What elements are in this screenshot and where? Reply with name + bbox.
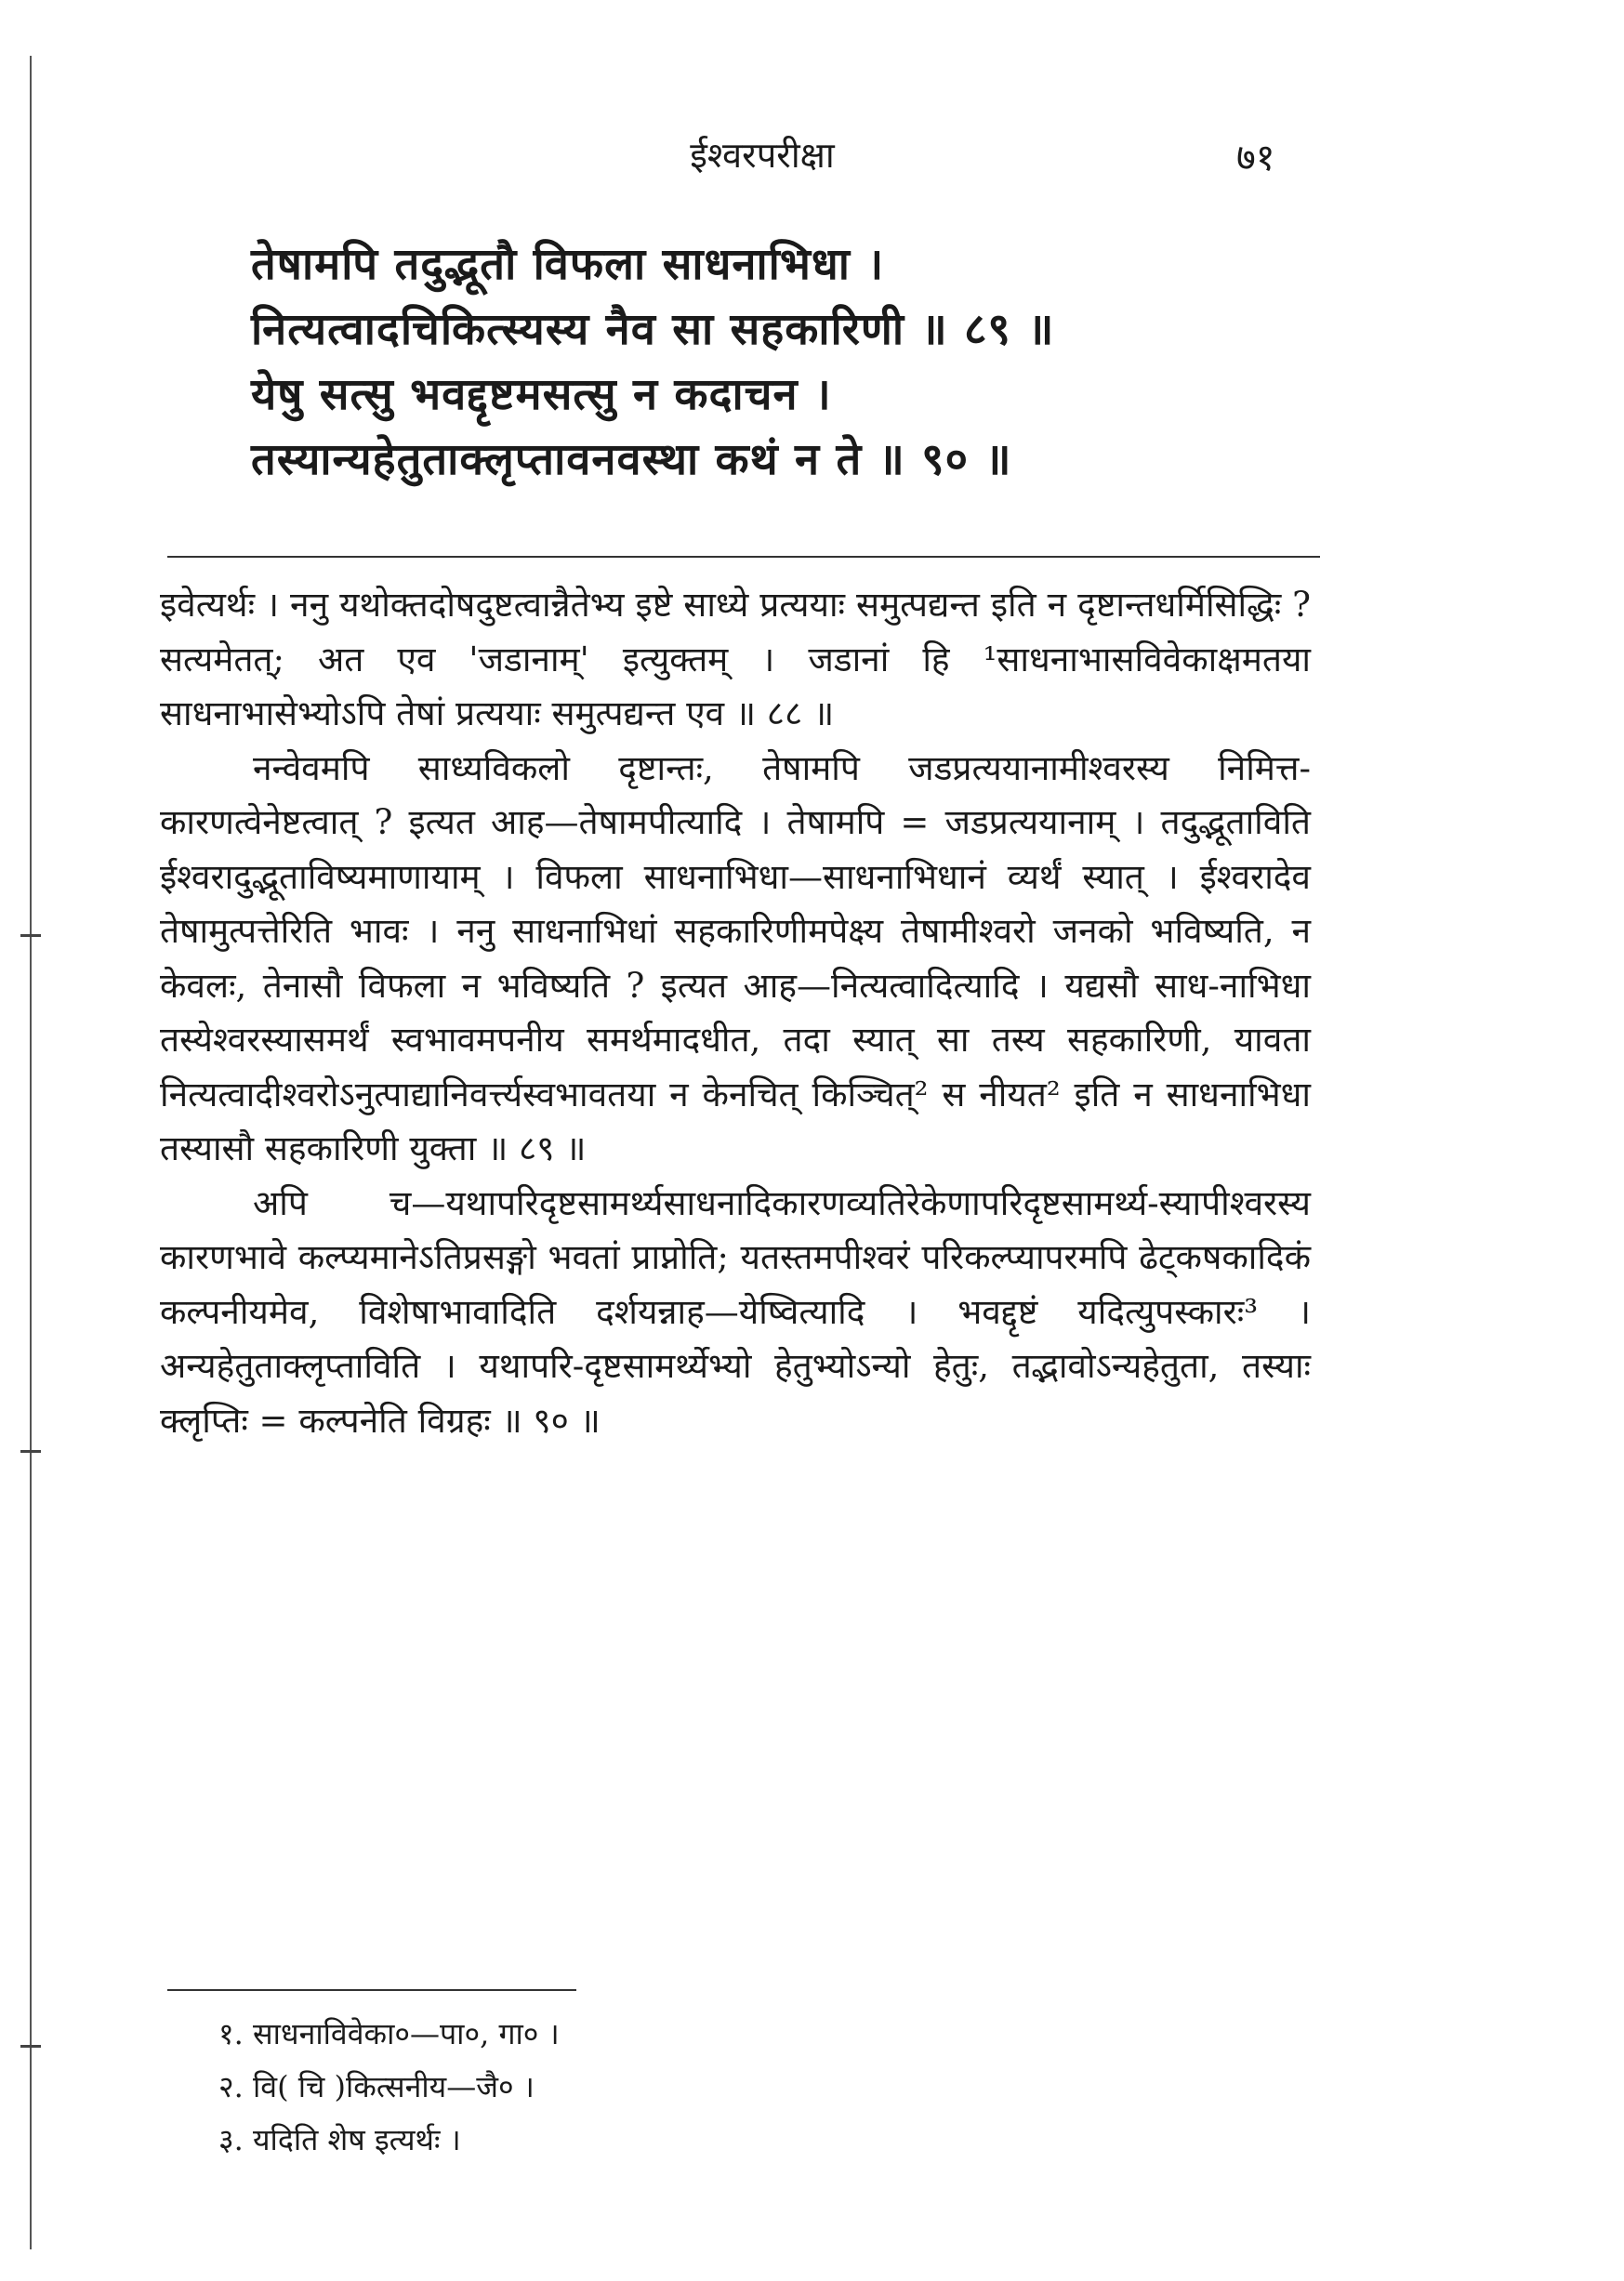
- page-number: ७१: [1236, 137, 1275, 179]
- binding-edge-mark: [20, 2045, 41, 2048]
- binding-edge-mark: [20, 1450, 41, 1453]
- running-title: ईश्वरपरीक्षा: [690, 135, 835, 176]
- binding-edge-line: [30, 56, 32, 2249]
- commentary-paragraph: अपि च—यथापरिदृष्टसामर्थ्यसाधनादिकारणव्यतिरेकेणापरिदृष्टसामर्थ्य-स्यापीश्वरस्य कारणभावे कल्प्यमानेऽतिप्रसङ्गो भवतां प्राप्नोति; यतस्तमपीश्वरं परिकल्प्यापरमपि ढेट्कषकादिकं कल्पनीयमेव, विशेषाभावादिति दर्शयन्नाह—येष्वित्यादि । भवद्दृष्टं यदित्युपस्कारः³ । अन्यहेतुताक्लृप्ताविति । यथापरि-दृष्टसामर्थ्येभ्यो हेतुभ्योऽन्यो हेतुः, तद्भावोऽन्यहेतुता, तस्याः क्लृप्तिः = कल्पनेति विग्रहः ॥ ९० ॥: [160, 1182, 1311, 1441]
- footnote: १. साधनाविवेका०—पा०, गा० ।: [218, 2016, 560, 2051]
- footnote: ३. यदिति शेष इत्यर्थः ।: [218, 2122, 461, 2157]
- verse-block: [251, 232, 1301, 493]
- binding-edge-mark: [20, 934, 41, 937]
- commentary-paragraph: इवेत्यर्थः । ननु यथोक्तदोषदुष्टत्वान्नैतेभ्य इष्टे साध्ये प्रत्ययाः समुत्पद्यन्त इति न दृष्टान्तधर्मिसिद्धिः ? सत्यमेतत्; अत एव 'जडानाम्' इत्युक्तम् । जडानां हि ¹साधनाभासविवेकाक्षमतया साधनाभासेभ्योऽपि तेषां प्रत्ययाः समुत्पद्यन्त एव ॥ ८८ ॥: [160, 585, 1311, 733]
- footnotes: [218, 2008, 962, 2167]
- footnote-separator-rule: [167, 1989, 576, 1991]
- verse-line: येषु सत्सु भवद्दृष्टमसत्सु न कदाचन ।: [251, 369, 832, 420]
- commentary-paragraph: नन्वेवमपि साध्यविकलो दृष्टान्तः, तेषामपि जडप्रत्ययानामीश्वरस्य निमित्त-कारणत्वेनेष्टत्वात् ? इत्यत आह—तेषामपीत्यादि । तेषामपि = जडप्रत्ययानाम् । तदुद्भूताविति ईश्वरादुद्भूताविष्यमाणायाम् । विफला साधनाभिधा—साधनाभिधानं व्यर्थं स्यात् । ईश्वरादेव तेषामुत्पत्तेरिति भावः । ननु साधनाभिधां सहकारिणीमपेक्ष्य तेषामीश्वरो जनको भविष्यति, न केवलः, तेनासौ विफला न भविष्यति ? इत्यत आह—नित्यत्वादित्यादि । यद्यसौ साध-नाभिधा तस्येश्वरस्यासमर्थं स्वभावमपनीय समर्थमादधीत, तदा स्यात् सा तस्य सहकारिणी, यावता नित्यत्वादीश्वरोऽनुत्पाद्यानिवर्त्त्यस्वभावतया न केनचित् किञ्चित्² स नीयत² इति न साधनाभिधा तस्यासौ सहकारिणी युक्ता ॥ ८९ ॥: [160, 747, 1311, 1168]
- page-header: [0, 130, 1624, 186]
- verse-separator-rule: [167, 556, 1320, 558]
- verse-line: नित्यत्वादचिकित्स्यस्य नैव सा सहकारिणी ॥ ८९ ॥: [251, 304, 1055, 355]
- verse-line: तस्यान्यहेतुताक्लृप्तावनवस्था कथं न ते ॥ ९० ॥: [251, 434, 1012, 485]
- verse-line: तेषामपि तदुद्भूतौ विफला साधनाभिधा ।: [251, 239, 885, 290]
- footnote: २. वि( चि )कित्सनीय—जै० ।: [218, 2069, 535, 2104]
- commentary-block: [160, 578, 1311, 1448]
